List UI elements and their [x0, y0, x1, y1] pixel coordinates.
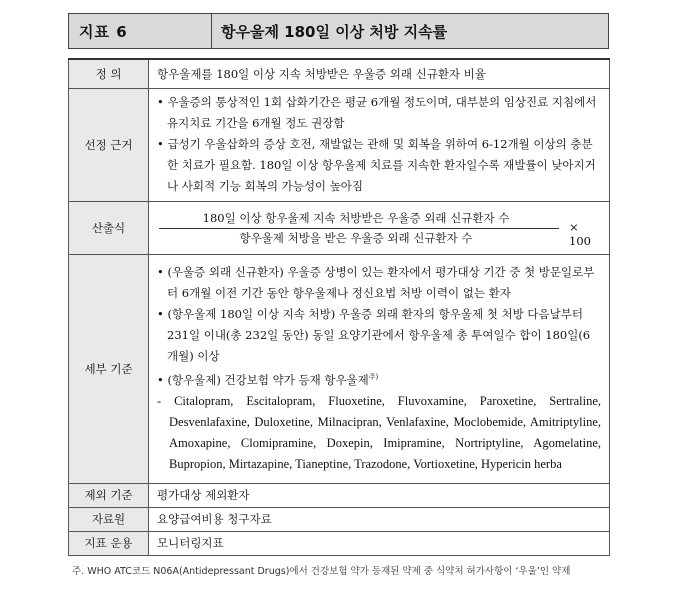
row-definition	[69, 59, 610, 88]
label-formula: 산출식	[69, 201, 149, 254]
value-rationale	[149, 88, 610, 201]
value-operation: 모니터링지표	[149, 531, 610, 555]
row-rationale	[69, 88, 610, 201]
indicator-title-bar	[68, 13, 609, 49]
label-exclusion: 제외 기준	[69, 483, 149, 507]
rationale-bullet: • 우울증의 통상적인 1회 삽화기간은 평균 6개월 정도이며, 대부분의 임상진료 지침에서 유지치료 기간을 6개월 정도 권장함	[157, 95, 597, 130]
value-definition: 항우울제를 180일 이상 지속 처방받은 우울증 외래 신규환자 비율	[149, 59, 610, 88]
details-bullet-text: • (항우울제) 건강보험 약가 등재 항우울제	[157, 372, 369, 387]
label-definition: 정 의	[69, 59, 149, 88]
row-exclusion	[69, 483, 610, 507]
indicator-table	[68, 58, 610, 556]
row-details	[69, 254, 610, 483]
label-rationale: 선정 근거	[69, 88, 149, 201]
drug-list: - Citalopram, Escitalopram, Fluoxetine, Fluvoxamine, Paroxetine, Sertraline, Desvenlafaxine, Duloxetine, Milnacipran, Venlafaxine, Moclobemide, Amitriptyline, Amoxapine, Clomipramine, Doxepin, Imipramine, Nortriptyline, Agomelatine, Bupropion, Mirtazapine, Tianeptine, Trazodone, Vortioxetine, Hypericin herba	[157, 393, 601, 471]
value-details	[149, 254, 610, 483]
formula-denominator: 항우울제 처방을 받은 우울증 외래 신규환자 수	[239, 230, 473, 245]
label-details: 세부 기준	[69, 254, 149, 483]
formula-numerator: 180일 이상 항우울제 지속 처방받은 우울증 외래 신규환자 수	[202, 210, 510, 225]
row-formula	[69, 201, 610, 254]
value-formula	[149, 201, 610, 254]
details-bullet	[157, 367, 601, 391]
value-source: 요양급여비용 청구자료	[149, 507, 610, 531]
footnote-mark: 주)	[368, 373, 379, 382]
indicator-number: 지표 6	[79, 23, 128, 41]
details-bullet: • (우울증 외래 신규환자) 우울증 상병이 있는 환자에서 평가대상 기간 중 첫 방문일로부터 6개월 이전 기간 동안 항우울제나 정신요법 처방 이력이 없는 환자	[157, 265, 595, 301]
formula-multiplier: × 100	[569, 219, 591, 248]
rationale-bullet: • 급성기 우울삽화의 증상 호전, 재발없는 관해 및 회복을 위하여 6-12개월 이상의 충분한 치료가 필요함. 180일 이상 항우울제 치료를 지속한 환자일수록 재발률이 낮아지거나 사회적 기능 회복의 가능성이 높아짐	[157, 137, 596, 193]
row-source	[69, 507, 610, 531]
details-bullet: • (항우울제 180일 이상 지속 처방) 우울증 외래 환자의 항우울제 첫 처방 다음날부터 231일 이내(총 232일 동안) 동일 요양기관에서 항우울제 총 투여일수 합이 180일(6개월) 이상	[157, 307, 591, 364]
indicator-title: 항우울제 180일 이상 처방 지속률	[221, 23, 448, 41]
label-operation: 지표 운용	[69, 531, 149, 555]
formula-fraction	[157, 207, 601, 249]
row-operation	[69, 531, 610, 555]
fraction-line	[159, 228, 559, 229]
value-exclusion: 평가대상 제외환자	[149, 483, 610, 507]
label-source: 자료원	[69, 507, 149, 531]
table-footnote: 주. WHO ATC코드 N06A(Antidepressant Drugs)에서 건강보험 약가 등재된 약제 중 식약처 허가사항이 ‘우울’인 약제	[72, 566, 571, 577]
title-divider	[211, 14, 212, 48]
